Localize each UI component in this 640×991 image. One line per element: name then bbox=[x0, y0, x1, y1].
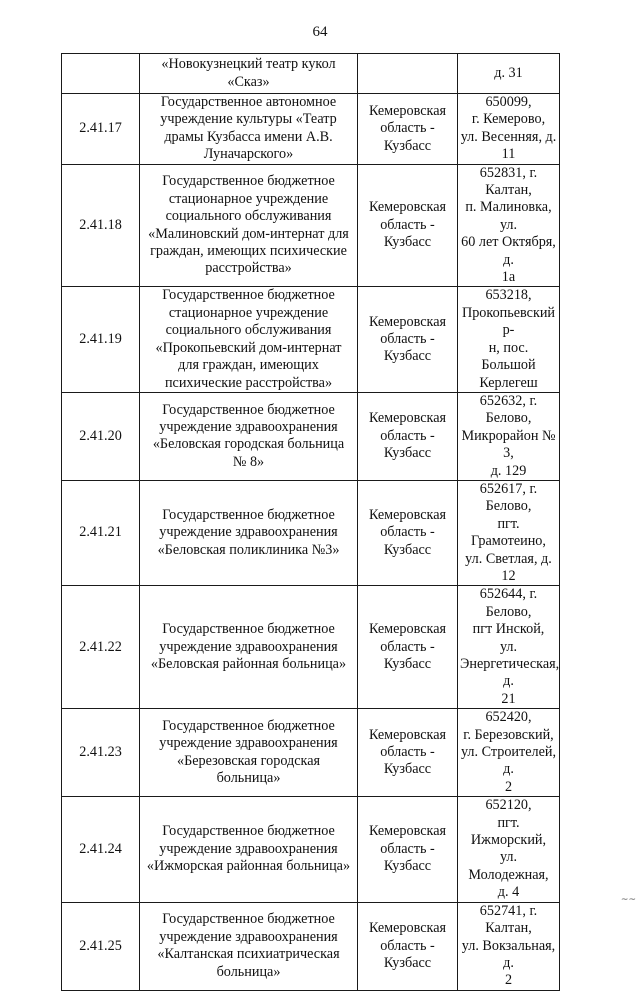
institution-name-cell: Государственное бюджетное учреждение здравоохранения «Березовская городская больница» bbox=[140, 709, 358, 797]
address-cell: 652617, г. Белово, пгт. Грамотеино, ул. Светлая, д. 12 bbox=[458, 480, 560, 585]
address-cell: д. 31 bbox=[458, 54, 560, 94]
row-number-cell: 2.41.19 bbox=[62, 287, 140, 392]
row-number-cell: 2.41.24 bbox=[62, 797, 140, 902]
region-cell: Кемеровская область - Кузбасс bbox=[358, 287, 458, 392]
region-cell: Кемеровская область - Кузбасс bbox=[358, 586, 458, 709]
table-row bbox=[62, 709, 560, 797]
page-number: 64 bbox=[312, 24, 328, 40]
scan-mark: ~~ bbox=[620, 895, 636, 905]
address-cell: 652741, г. Калтан, ул. Вокзальная, д. 2 bbox=[458, 902, 560, 990]
table-row bbox=[62, 586, 560, 709]
institutions-table bbox=[61, 53, 560, 991]
address-cell: 652420, г. Березовский, ул. Строителей, д. 2 bbox=[458, 709, 560, 797]
table-row bbox=[62, 54, 560, 94]
table-row bbox=[62, 94, 560, 165]
row-number-cell: 2.41.23 bbox=[62, 709, 140, 797]
address-cell: 652120, пгт. Ижморский, ул. Молодежная, д. 4 bbox=[458, 797, 560, 902]
institution-name-cell: Государственное бюджетное стационарное учреждение социального обслуживания «Малиновский дом-интернат для граждан, имеющих психические расстройства» bbox=[140, 164, 358, 287]
address-cell: 650099, г. Кемерово, ул. Весенняя, д. 11 bbox=[458, 94, 560, 165]
region-cell: Кемеровская область - Кузбасс bbox=[358, 709, 458, 797]
institution-name-cell: Государственное бюджетное учреждение здравоохранения «Калтанская психиатрическая больница» bbox=[140, 902, 358, 990]
region-cell: Кемеровская область - Кузбасс bbox=[358, 902, 458, 990]
row-number-cell: 2.41.22 bbox=[62, 586, 140, 709]
table-row bbox=[62, 164, 560, 287]
row-number-cell: 2.41.20 bbox=[62, 392, 140, 480]
region-cell: Кемеровская область - Кузбасс bbox=[358, 797, 458, 902]
institution-name-cell: «Новокузнецкий театр кукол «Сказ» bbox=[140, 54, 358, 94]
region-cell: Кемеровская область - Кузбасс bbox=[358, 94, 458, 165]
region-cell: Кемеровская область - Кузбасс bbox=[358, 164, 458, 287]
table-row bbox=[62, 287, 560, 392]
row-number-cell bbox=[62, 54, 140, 94]
address-cell: 652644, г. Белово, пгт Инской, ул. Энергетическая, д. 21 bbox=[458, 586, 560, 709]
region-cell: Кемеровская область - Кузбасс bbox=[358, 392, 458, 480]
institution-name-cell: Государственное бюджетное стационарное учреждение социального обслуживания «Прокопьевский дом-интернат для граждан, имеющих психические расстройства» bbox=[140, 287, 358, 392]
table-row bbox=[62, 480, 560, 585]
institution-name-cell: Государственное бюджетное учреждение здравоохранения «Беловская поликлиника №3» bbox=[140, 480, 358, 585]
table-row bbox=[62, 902, 560, 990]
row-number-cell: 2.41.17 bbox=[62, 94, 140, 165]
address-cell: 653218, Прокопьевский р- н, пос. Большой Керлегеш bbox=[458, 287, 560, 392]
institution-name-cell: Государственное бюджетное учреждение здравоохранения «Ижморская районная больница» bbox=[140, 797, 358, 902]
region-cell bbox=[358, 54, 458, 94]
row-number-cell: 2.41.25 bbox=[62, 902, 140, 990]
institution-name-cell: Государственное бюджетное учреждение здравоохранения «Беловская городская больница № 8» bbox=[140, 392, 358, 480]
row-number-cell: 2.41.21 bbox=[62, 480, 140, 585]
table-row bbox=[62, 797, 560, 902]
address-cell: 652831, г. Калтан, п. Малиновка, ул. 60 лет Октября, д. 1а bbox=[458, 164, 560, 287]
row-number-cell: 2.41.18 bbox=[62, 164, 140, 287]
table-row bbox=[62, 392, 560, 480]
institution-name-cell: Государственное автономное учреждение культуры «Театр драмы Кузбасса имени А.В. Луначарского» bbox=[140, 94, 358, 165]
region-cell: Кемеровская область - Кузбасс bbox=[358, 480, 458, 585]
institution-name-cell: Государственное бюджетное учреждение здравоохранения «Беловская районная больница» bbox=[140, 586, 358, 709]
address-cell: 652632, г. Белово, Микрорайон № 3, д. 129 bbox=[458, 392, 560, 480]
